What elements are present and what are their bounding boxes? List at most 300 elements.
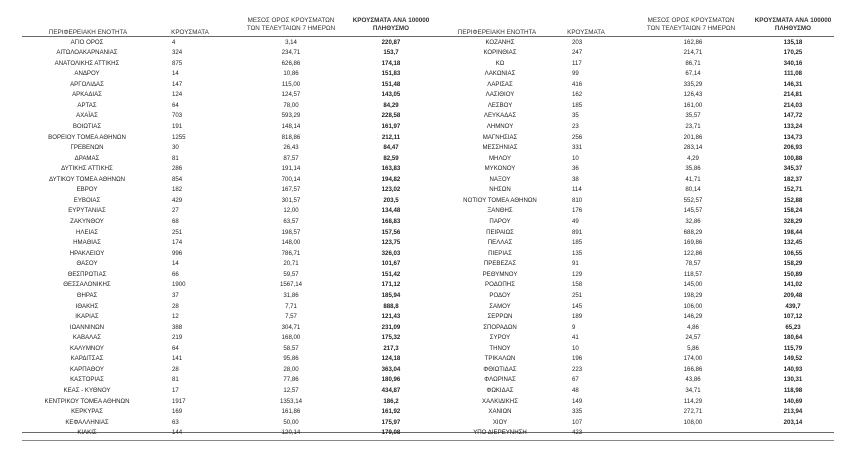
table-cell-avg: 191,14 [281,165,301,173]
header-per-left-2: ΠΛΗΘΥΣΜΟ [372,25,410,32]
table-cell-per: 203,5 [383,196,399,204]
table-cell-per: 213,94 [783,408,803,416]
table-cell-avg: 1567,14 [279,281,303,289]
table-cell-cases: 169 [172,408,183,416]
table-cell-cases: 66 [172,270,179,278]
table-cell-avg: 118,57 [683,270,703,278]
table-cell-cases: 429 [172,196,183,204]
table-cell-cases: 162 [572,91,583,99]
table-cell-per: 888,8 [383,302,399,310]
table-cell-name: ΠΡΕΒΕΖΑΣ [483,260,517,268]
table-cell-per: 84,47 [383,144,399,152]
table-cell-name: ΚΟΡΙΝΘΙΑΣ [483,49,517,57]
table-cell-per: 180,96 [381,376,401,384]
table-cell-name: ΜΕΣΣΗΝΙΑΣ [482,144,518,152]
table-cell-per: 179,08 [381,429,401,437]
table-cell-name: ΛΑΣΙΘΙΟΥ [485,91,515,99]
table-cell-cases: 114 [572,186,582,194]
table-cell-name: ΝΑΞΟΥ [489,175,511,183]
table-cell-per: 124,18 [381,355,401,363]
table-cell-name: ΗΜΑΘΙΑΣ [73,239,101,247]
table-cell-name: ΦΘΙΩΤΙΔΑΣ [483,365,517,373]
table-cell-per: 345,37 [783,165,803,173]
table-cell-per: 152,88 [783,196,803,204]
table-cell-per: 151,83 [381,70,401,78]
table-cell-avg: 304,71 [281,323,301,331]
table-cell-cases: 10 [572,154,579,162]
table-cell-per: 163,83 [381,165,401,173]
table-cell-avg: 688,29 [683,228,703,236]
table-cell-avg: 35,86 [685,165,701,173]
table-cell-avg: 1353,14 [279,397,303,405]
table-cell-name: ΦΩΚΙΔΑΣ [486,386,514,394]
table-cell-name: ΙΚΑΡΙΑΣ [75,313,99,321]
table-cell-avg: 124,57 [281,91,301,99]
table-cell-cases: 703 [172,112,183,120]
table-cell-name: ΞΑΝΘΗΣ [487,207,513,215]
table-cell-name: ΦΛΩΡΙΝΑΣ [484,376,516,384]
table-cell-per: 121,43 [381,313,401,321]
table-cell-name: ΜΑΓΝΗΣΙΑΣ [482,133,518,141]
table-cell-avg: 174,00 [683,355,703,363]
table-cell-name: ΝΗΣΩΝ [489,186,511,194]
table-cell-avg: 63,57 [283,218,299,226]
table-cell-cases: 81 [172,154,179,162]
table-cell-per: 340,16 [783,59,803,67]
table-cell-name: ΗΡΑΚΛΕΙΟΥ [69,249,105,257]
table-cell-name: ΑΝΑΤΟΛΙΚΗΣ ΑΤΤΙΚΗΣ [54,59,120,67]
table-cell-avg: 32,86 [685,218,701,226]
table-cell-cases: 247 [572,49,583,57]
table-cell-avg: 552,57 [683,196,703,204]
table-cell-name: ΑΝΔΡΟΥ [74,70,100,78]
table-cell-cases: 149 [572,397,583,405]
table-cell-avg: 145,57 [683,207,703,215]
table-cell-per: 220,87 [381,38,401,46]
table-cell-name: ΑΡΤΑΣ [77,101,97,109]
table-cell-per: 161,92 [381,408,401,416]
table-cell-cases: 182 [172,186,183,194]
table-cell-per: 168,83 [381,218,401,226]
table-cell-name: ΑΧΑΪΑΣ [76,112,98,120]
table-cell-avg: 87,57 [283,154,299,162]
table-cell-avg: 166,86 [683,365,703,373]
table-cell-avg: 67,14 [685,70,701,78]
table-cell-per: 434,87 [381,386,401,394]
table-cell-avg: 126,43 [683,91,703,99]
table-cell-cases: 28 [172,365,179,373]
table-cell-cases: 129 [572,270,583,278]
table-cell-name: ΔΥΤΙΚΟΥ ΤΟΜΕΑ ΑΘΗΝΩΝ [48,175,126,183]
table-cell-avg: 167,57 [281,186,301,194]
table-cell-avg: 145,00 [683,281,703,289]
table-cell-name: ΙΘΑΚΗΣ [75,302,99,310]
table-cell-per: 231,09 [381,323,401,331]
table-cell-name: ΚΕΑΣ - ΚΥΘΝΟΥ [63,386,111,394]
table-cell-name: ΠΕΛΛΑΣ [487,239,513,247]
header-per-right-1: ΚΡΟΥΣΜΑΤΑ ΑΝΑ 100000 [754,17,832,24]
table-cell-name: ΚΕΡΚΥΡΑΣ [71,408,103,416]
table-cell-cases: 324 [172,49,183,57]
table-cell-per: 175,32 [381,334,401,342]
table-cell-name: ΘΑΣΟΥ [76,260,98,268]
table-cell-cases: 28 [172,302,179,310]
table-cell-per: 186,2 [383,397,399,405]
table-cell-name: ΘΕΣΣΑΛΟΝΙΚΗΣ [63,281,111,289]
table-cell-cases: 135 [572,249,583,257]
table-cell-avg: 106,00 [683,302,703,310]
table-cell-name: ΜΥΚΟΝΟΥ [484,165,516,173]
table-cell-name: ΡΟΔΟΠΗΣ [485,281,515,289]
table-cell-avg: 7,71 [285,302,297,310]
table-cell-name: ΥΠΟ ΔΙΕΡΕΥΝΗΣΗ [473,429,527,437]
table-cell-avg: 146,29 [683,313,703,321]
table-cell-name: ΚΩ [495,59,505,67]
table-cell-avg: 161,00 [683,101,703,109]
table-cell-name: ΔΡΑΜΑΣ [74,154,100,162]
table-cell-cases: 124 [172,91,183,99]
table-cell-cases: 37 [172,291,179,299]
table-cell-per: 363,04 [381,365,401,373]
table-cell-per: 111,08 [784,70,802,78]
table-cell-per: 439,7 [785,302,801,310]
table-cell-cases: 174 [172,239,183,247]
table-cell-cases: 416 [572,80,583,88]
table-cell-avg: 626,86 [281,59,301,67]
footer-rule [22,440,834,441]
table-cell-avg: 34,71 [685,386,701,394]
table-cell-per: 328,29 [783,218,803,226]
table-cell-name: ΧΑΝΙΩΝ [488,408,512,416]
table-cell-avg: 86,71 [685,59,701,67]
table-cell-per: 149,52 [783,355,803,363]
table-cell-avg: 10,86 [283,70,299,78]
table-cell-avg: 148,00 [281,239,301,247]
table-cell-per: 134,48 [381,207,401,215]
table-cell-name: ΚΕΝΤΡΙΚΟΥ ΤΟΜΕΑ ΑΘΗΝΩΝ [44,397,130,405]
table-cell-avg: 168,00 [281,334,301,342]
table-cell-cases: 91 [572,260,579,268]
table-cell-avg: 58,57 [283,344,299,352]
table-cell-cases: 10 [572,344,579,352]
table-cell-per: 134,73 [783,133,803,141]
table-cell-cases: 147 [172,80,183,88]
table-cell-name: ΠΙΕΡΙΑΣ [488,249,512,257]
table-cell-avg: 3,14 [285,38,297,46]
table-cell-cases: 141 [172,355,183,363]
table-cell-name: ΚΑΡΠΑΘΟΥ [70,365,104,373]
table-cell-name: ΣΑΜΟΥ [489,302,511,310]
table-cell-per: 158,29 [783,260,803,268]
table-cell-cases: 14 [172,260,179,268]
table-cell-per: 107,12 [783,313,803,321]
table-cell-cases: 158 [572,281,583,289]
table-cell-per: 82,59 [383,154,399,162]
table-cell-cases: 875 [172,59,183,67]
table-cell-avg: 786,71 [281,249,301,257]
table-cell-name: ΙΩΑΝΝΙΝΩΝ [69,323,105,331]
table-cell-avg: 122,86 [683,249,703,257]
table-cell-per: 151,42 [381,270,401,278]
table-cell-name: ΚΟΖΑΝΗΣ [485,38,515,46]
table-cell-cases: 27 [172,207,179,215]
table-cell-name: ΡΕΘΥΜΝΟΥ [482,270,518,278]
table-cell-name: ΕΥΒΟΙΑΣ [73,196,101,204]
table-cell-per: 206,93 [783,144,803,152]
table-cell-avg: 23,71 [685,122,701,130]
table-cell-avg: 26,43 [283,144,299,152]
table-cell-avg: 148,14 [281,122,301,130]
table-cell-name: ΑΙΤΩΛΟΑΚΑΡΝΑΝΙΑΣ [56,49,118,57]
table-cell-avg: 108,00 [683,418,703,426]
table-cell-name: ΘΗΡΑΣ [76,291,98,299]
header-avg-right-2: ΤΩΝ ΤΕΛΕΥΤΑΙΩΝ 7 ΗΜΕΡΩΝ [646,25,736,32]
table-cell-avg: 818,86 [281,133,301,141]
table-cell-cases: 68 [172,218,179,226]
table-cell-cases: 36 [572,165,579,173]
table-cell-avg: 169,86 [683,239,703,247]
table-cell-per: 157,56 [381,228,401,236]
table-cell-cases: 9 [572,323,576,331]
table-cell-name: ΤΡΙΚΑΛΩΝ [484,355,516,363]
table-cell-avg: 20,71 [283,260,299,268]
table-cell-cases: 14 [172,70,179,78]
table-cell-per: 174,18 [381,59,401,67]
table-cell-name: ΔΥΤΙΚΗΣ ΑΤΤΙΚΗΣ [61,165,113,173]
table-cell-cases: 99 [572,70,579,78]
table-cell-per: 182,37 [783,175,803,183]
table-cell-cases: 1255 [172,133,186,141]
table-cell-avg: 78,00 [283,101,299,109]
table-cell-name: ΚΑΣΤΟΡΙΑΣ [70,376,104,384]
table-cell-cases: 203 [572,38,583,46]
table-cell-cases: 191 [172,122,183,130]
table-cell-per: 118,98 [783,386,803,394]
table-cell-per: 203,14 [783,418,803,426]
table-cell-per: 175,97 [381,418,401,426]
table-cell-avg: 12,00 [283,207,299,215]
table-cell-cases: 1917 [172,397,186,405]
table-cell-per: 135,18 [783,38,803,46]
table-cell-cases: 117 [572,59,582,67]
table-cell-name: ΚΙΛΚΙΣ [77,429,97,437]
table-cell-avg: 335,29 [683,80,703,88]
table-cell-avg: 198,29 [683,291,703,299]
table-cell-name: ΓΡΕΒΕΝΩΝ [70,144,104,152]
table-cell-avg: 41,71 [685,175,701,183]
table-cell-avg: 161,86 [281,408,301,416]
table-cell-cases: 144 [172,429,183,437]
table-cell-per: 106,55 [783,249,803,257]
table-cell-per: 101,67 [381,260,401,268]
table-cell-per: 84,29 [383,101,399,109]
table-cell-name: ΛΑΚΩΝΙΑΣ [484,70,516,78]
table-cell-avg: 114,29 [683,397,703,405]
table-cell-per: 214,03 [783,101,803,109]
table-cell-per: 132,45 [783,239,803,247]
table-cell-avg: 4,29 [687,154,699,162]
table-cell-per: 171,12 [381,281,401,289]
table-cell-name: ΒΟΙΩΤΙΑΣ [72,122,102,130]
header-avg-left-2: ΤΩΝ ΤΕΛΕΥΤΑΙΩΝ 7 ΗΜΕΡΩΝ [246,25,336,32]
table-cell-avg: 4,86 [687,323,699,331]
table-cell-per: 326,03 [381,249,401,257]
table-cell-name: ΣΕΡΡΩΝ [487,313,513,321]
table-cell-avg: 593,29 [281,112,301,120]
table-cell-cases: 996 [172,249,183,257]
table-cell-avg: 214,71 [683,49,703,57]
table-cell-per: 180,64 [783,334,803,342]
table-cell-avg: 80,14 [685,186,701,194]
table-cell-name: ΛΗΜΝΟΥ [486,122,514,130]
table-cell-avg: 201,86 [683,133,703,141]
table-cell-avg: 77,86 [283,376,299,384]
table-cell-cases: 286 [172,165,183,173]
table-cell-cases: 256 [572,133,583,141]
table-cell-per: 194,82 [381,175,401,183]
table-cell-cases: 251 [572,291,583,299]
table-cell-name: ΗΛΕΙΑΣ [75,228,99,236]
table-cell-per: 151,48 [381,80,401,88]
table-cell-name: ΖΑΚΥΝΘΟΥ [70,218,104,226]
table-cell-per: 212,11 [381,133,401,141]
table-cell-per: 140,93 [783,365,803,373]
table-cell-cases: 185 [572,101,583,109]
table-cell-cases: 107 [572,418,583,426]
table-cell-avg: 115,00 [281,80,301,88]
table-cell-per: 141,02 [783,281,803,289]
table-cell-avg: 198,57 [281,228,301,236]
table-cell-avg: 7,57 [285,313,297,321]
table-cell-cases: 388 [172,323,183,331]
table-cell-per: 146,31 [783,80,803,88]
table-cell-cases: 4 [172,38,176,46]
table-cell-avg: 59,57 [283,270,299,278]
table-cell-cases: 64 [172,101,179,109]
table-cell-name: ΕΒΡΟΥ [76,186,98,194]
table-cell-avg: 24,57 [685,334,701,342]
table-cell-per: 217,3 [383,344,399,352]
table-cell-per: 228,58 [381,112,401,120]
table-cell-per: 65,23 [785,323,801,331]
table-cell-name: ΛΕΥΚΑΔΑΣ [483,112,517,120]
table-cell-per: 130,31 [783,376,803,384]
table-cell-cases: 335 [572,408,583,416]
table-cell-name: ΛΕΣΒΟΥ [487,101,513,109]
table-cell-name: ΡΟΔΟΥ [489,291,511,299]
table-cell-cases: 49 [572,218,579,226]
header-region-right: ΠΕΡΙΦΕΡΕΙΑΚΗ ΕΝΟΤΗΤΑ [457,29,537,36]
header-per-left-1: ΚΡΟΥΣΜΑΤΑ ΑΝΑ 100000 [352,17,430,24]
table-cell-name: ΝΟΤΙΟΥ ΤΟΜΕΑ ΑΘΗΝΩΝ [463,196,537,204]
table-cell-cases: 145 [572,302,583,310]
table-cell-avg: 95,86 [283,355,299,363]
table-cell-cases: 810 [572,196,583,204]
table-cell-avg: 120,14 [281,429,301,437]
table-cell-per: 161,97 [381,122,401,130]
table-cell-avg: 162,86 [683,38,703,46]
table-cell-per: 140,69 [783,397,803,405]
table-cell-avg: 50,00 [283,418,299,426]
table-cell-cases: 38 [572,175,579,183]
table-cell-name: ΧΑΛΚΙΔΙΚΗΣ [482,397,518,405]
table-cell-name: ΑΡΓΟΛΙΔΑΣ [70,80,104,88]
table-cell-name: ΣΠΟΡΑΔΩΝ [483,323,517,331]
table-cell-per: 147,72 [783,112,803,120]
table-cell-cases: 196 [572,355,583,363]
table-cell-cases: 81 [172,376,179,384]
table-cell-per: 100,88 [783,154,803,162]
table-cell-cases: 223 [572,365,583,373]
table-cell-cases: 423 [572,429,583,437]
table-cell-cases: 64 [172,344,179,352]
table-cell-cases: 331 [572,144,583,152]
table-cell-name: ΑΡΚΑΔΙΑΣ [72,91,102,99]
table-cell-avg: 283,14 [683,144,703,152]
table-cell-cases: 63 [172,418,179,426]
table-cell-avg: 5,86 [687,344,699,352]
table-cell-per: 143,05 [381,91,401,99]
table-cell-cases: 30 [172,144,179,152]
table-cell-cases: 48 [572,386,579,394]
table-cell-avg: 31,86 [283,291,299,299]
table-cell-cases: 854 [172,175,183,183]
table-cell-name: ΒΟΡΕΙΟΥ ΤΟΜΕΑ ΑΘΗΝΩΝ [48,133,126,141]
header-cases-right: ΚΡΟΥΣΜΑΤΑ [567,29,605,36]
table-cell-cases: 41 [572,334,579,342]
table-cell-cases: 251 [172,228,183,236]
header-per-right-2: ΠΛΗΘΥΣΜΟ [774,25,812,32]
table-cell-per: 115,79 [783,344,803,352]
table-cell-avg: 234,71 [281,49,301,57]
table-cell-cases: 17 [172,386,179,394]
table-cell-name: ΣΥΡΟΥ [489,334,511,342]
table-cell-name: ΚΕΦΑΛΛΗΝΙΑΣ [65,418,109,426]
table-cell-avg: 28,00 [283,365,299,373]
table-cell-avg: 12,57 [283,386,299,394]
header-cases-left: ΚΡΟΥΣΜΑΤΑ [171,29,209,36]
table-cell-cases: 1900 [172,281,186,289]
table-cell-name: ΠΑΡΟΥ [489,218,511,226]
table-cell-per: 153,7 [383,49,399,57]
table-cell-per: 123,75 [381,239,401,247]
table-cell-name: ΠΕΙΡΑΙΩΣ [486,228,514,236]
table-cell-cases: 35 [572,112,579,120]
table-cell-cases: 185 [572,239,583,247]
table-cell-avg: 700,14 [281,175,301,183]
table-cell-cases: 12 [172,313,179,321]
table-cell-per: 150,89 [783,270,803,278]
table-cell-avg: 272,71 [683,408,703,416]
table-cell-per: 152,71 [783,186,803,194]
table-cell-name: ΛΑΡΙΣΑΣ [487,80,513,88]
header-avg-right-1: ΜΕΣΟΣ ΟΡΟΣ ΚΡΟΥΣΜΑΤΩΝ [647,17,735,24]
table-cell-per: 209,48 [783,291,803,299]
table-cell-name: ΘΕΣΠΡΩΤΙΑΣ [67,270,107,278]
header-region-left: ΠΕΡΙΦΕΡΕΙΑΚΗ ΕΝΟΤΗΤΑ [48,29,128,36]
table-cell-avg: 301,57 [281,196,301,204]
table-cell-name: ΚΑΡΔΙΤΣΑΣ [70,355,104,363]
table-cell-cases: 67 [572,376,579,384]
table-cell-per: 170,25 [783,49,803,57]
table-cell-avg: 78,57 [685,260,701,268]
table-cell-name: ΧΙΟΥ [492,418,508,426]
table-cell-cases: 176 [572,207,583,215]
table-cell-avg: 43,86 [685,376,701,384]
table-cell-name: ΚΑΛΥΜΝΟΥ [70,344,104,352]
table-cell-name: ΚΑΒΑΛΑΣ [72,334,102,342]
table-cell-per: 214,81 [783,91,803,99]
